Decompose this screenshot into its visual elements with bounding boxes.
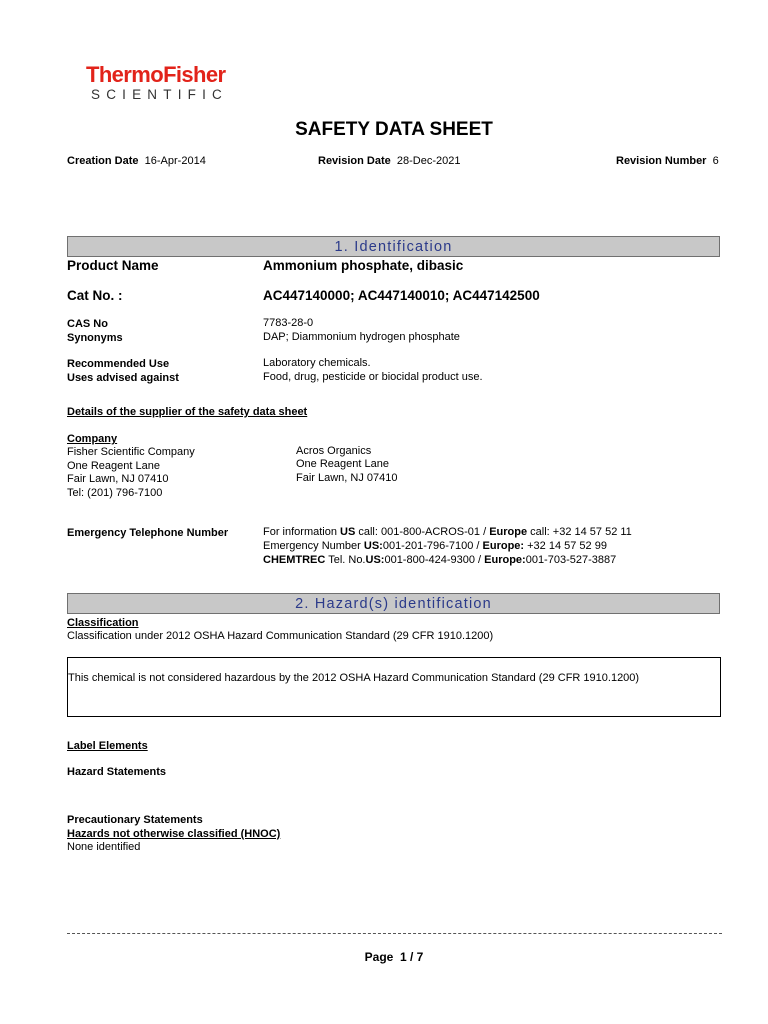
emergency-region: Europe: — [482, 540, 525, 552]
emergency-text: Emergency Number — [263, 540, 364, 552]
page-number — [0, 950, 768, 964]
emergency-text: +32 14 57 52 99 — [524, 540, 607, 552]
creation-date — [67, 154, 206, 168]
emergency-region: Europe: — [484, 554, 526, 566]
precautionary-statements-heading: Precautionary Statements — [67, 814, 203, 826]
section-2-header: 2. Hazard(s) identification — [67, 593, 720, 614]
emergency-region: US: — [365, 554, 385, 566]
uses-advised-against-label: Uses advised against — [67, 372, 179, 384]
classification-label: Classification — [67, 617, 139, 629]
company-label: Company — [67, 433, 118, 445]
company-line: Fair Lawn, NJ 07410 — [67, 473, 169, 485]
acros-line: One Reagent Lane — [296, 458, 389, 470]
emergency-region: Europe — [489, 526, 528, 538]
footer-divider — [67, 933, 722, 934]
revision-number-value: 6 — [712, 155, 719, 167]
revision-date-label: Revision Date — [318, 155, 391, 167]
acros-line: Acros Organics — [296, 445, 372, 457]
brand-logo-wordmark: ThermoFisher — [86, 62, 226, 87]
cas-no-label: CAS No — [67, 318, 108, 330]
product-name-value: Ammonium phosphate, dibasic — [263, 258, 464, 273]
synonyms-label: Synonyms — [67, 332, 123, 344]
supplier-details-heading: Details of the supplier of the safety data sheet — [67, 406, 308, 418]
revision-number-label: Revision Number — [616, 155, 707, 167]
company-line: Fisher Scientific Company — [67, 446, 195, 458]
emergency-text: 001-800-424-9300 / — [384, 554, 485, 566]
acros-line: Fair Lawn, NJ 07410 — [296, 472, 398, 484]
hazard-status-text: This chemical is not considered hazardous by the 2012 OSHA Hazard Communication Standard (29 CFR 1910.1200) — [68, 672, 640, 684]
emergency-text: 001-703-527-3887 — [525, 554, 617, 566]
hazard-status-box — [67, 657, 721, 717]
brand-logo-subtitle: SCIENTIFIC — [91, 87, 229, 102]
revision-number — [616, 154, 719, 168]
emergency-chemtrec: CHEMTREC — [263, 554, 326, 566]
section-1-header: 1. Identification — [67, 236, 720, 257]
emergency-text: For information — [263, 526, 341, 538]
page-prefix: Page — [364, 950, 397, 964]
cas-no-value: 7783-28-0 — [263, 317, 314, 329]
emergency-text: 001-201-796-7100 / — [382, 540, 483, 552]
company-line: One Reagent Lane — [67, 460, 160, 472]
hnoc-heading: Hazards not otherwise classified (HNOC) — [67, 828, 281, 840]
product-name-label: Product Name — [67, 258, 159, 273]
emergency-region: US: — [363, 540, 383, 552]
emergency-region: US — [340, 526, 356, 538]
page-count: 1 / 7 — [400, 950, 424, 964]
revision-date — [318, 154, 460, 168]
hazard-statements-heading: Hazard Statements — [67, 766, 167, 778]
recommended-use-label: Recommended Use — [67, 358, 170, 370]
emergency-text: call: 001-800-ACROS-01 / — [355, 526, 490, 538]
label-elements-heading: Label Elements — [67, 740, 148, 752]
emergency-phone-label: Emergency Telephone Number — [67, 527, 229, 539]
creation-date-label: Creation Date — [67, 155, 139, 167]
emergency-line-number — [263, 539, 607, 553]
recommended-use-value: Laboratory chemicals. — [263, 357, 371, 369]
uses-advised-against-value: Food, drug, pesticide or biocidal product use. — [263, 371, 483, 383]
emergency-line-info — [263, 525, 632, 539]
document-title: SAFETY DATA SHEET — [295, 119, 493, 140]
emergency-line-chemtrec — [263, 553, 616, 567]
cat-no-label: Cat No. : — [67, 288, 123, 303]
classification-text: Classification under 2012 OSHA Hazard Communication Standard (29 CFR 1910.1200) — [67, 630, 494, 642]
revision-date-value: 28-Dec-2021 — [396, 155, 461, 167]
hnoc-value: None identified — [67, 841, 141, 853]
synonyms-value: DAP; Diammonium hydrogen phosphate — [263, 331, 460, 343]
emergency-text: Tel. No. — [325, 554, 366, 566]
creation-date-value: 16-Apr-2014 — [144, 155, 206, 167]
cat-no-value: AC447140000; AC447140010; AC447142500 — [263, 288, 540, 303]
company-line: Tel: (201) 796-7100 — [67, 487, 163, 499]
emergency-text: call: +32 14 57 52 11 — [527, 526, 632, 538]
